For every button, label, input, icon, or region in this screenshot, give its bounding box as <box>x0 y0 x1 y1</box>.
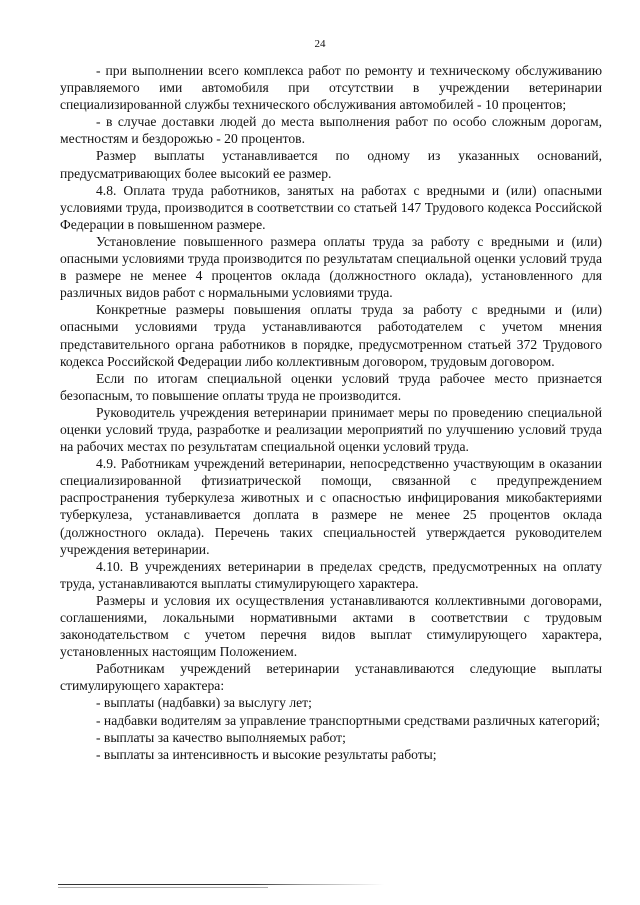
list-item-intensity: - выплаты за интенсивность и высокие результаты работы; <box>96 746 437 762</box>
paragraph-difficult-roads: - в случае доставки людей до места выполнения работ по особо сложным дорогам, местностям и бездорожью - 20 процентов. <box>60 114 602 147</box>
document-body <box>60 62 602 763</box>
list-item-seniority: - выплаты (надбавки) за выслугу лет; <box>96 695 312 711</box>
paragraph-section-4-10: 4.10. В учреждениях ветеринарии в пределах средств, предусмотренных на оплату труда, устанавливаются выплаты стимулирующего характера. <box>60 558 602 591</box>
paragraph-sizes-conditions: Размеры и условия их осуществления устанавливаются коллективными договорами, соглашениями, локальными нормативными актами в соответствии с трудовым законодательством с учетом перечня видов выплат стимулирующего характера, установленных настоящим Положением. <box>60 592 602 660</box>
list-item-driver-allowance: - надбавки водителям за управление транспортными средствами различных категорий; <box>96 712 601 728</box>
paragraph-increased-pay: Установление повышенного размера оплаты труда за работу с вредными и (или) опасными условиями труда производится по результатам специальной оценки условий труда в размере не менее 4 процентов оклада (должностного оклада), установленного для различных видов работ с нормальными условиями труда. <box>60 233 602 301</box>
paragraph-section-4-9: 4.9. Работникам учреждений ветеринарии, непосредственно участвующим в оказании специализированной фтизиатрической помощи, связанной с предупреждением распространения туберкулеза животных и с опасностью инфицирования микобактериями туберкулеза, устанавливается доплата в размере не менее 25 процентов оклада (должностного оклада). Перечень таких специальностей утверждается руководителем учреждения ветеринарии. <box>60 456 602 557</box>
paragraph-incentive-intro: Работникам учреждений ветеринарии устанавливаются следующие выплаты стимулирующего характера: <box>60 661 602 694</box>
paragraph-specific-increase: Конкретные размеры повышения оплаты труда за работу с вредными и (или) опасными условиями труда устанавливаются работодателем с учетом мнения представительного органа работников в порядке, предусмотренном статьей 372 Трудового кодекса Российской Федерации либо коллективным договором, трудовым договором. <box>60 302 602 369</box>
footer-divider-faint <box>58 887 268 888</box>
paragraph-head-measures: Руководитель учреждения ветеринарии принимает меры по проведению специальной оценки условий труда, разработке и реализации мероприятий по улучшению условий труда на рабочих местах по результатам специальной оценки условий труда. <box>60 404 602 455</box>
footer-divider <box>58 884 384 885</box>
list-item-quality: - выплаты за качество выполняемых работ; <box>96 729 346 745</box>
paragraph-section-4-8: 4.8. Оплата труда работников, занятых на работах с вредными и (или) опасными условиями труда, производится в соответствии со статьей 147 Трудового кодекса Российской Федерации в повышенном размере. <box>60 182 602 232</box>
paragraph-payment-size: Размер выплаты устанавливается по одному из указанных оснований, предусматривающих более высокий ее размер. <box>60 148 602 181</box>
paragraph-safe-workplace: Если по итогам специальной оценки условий труда рабочее место признается безопасным, то повышение оплаты труда не производится. <box>60 370 602 403</box>
page-number: 24 <box>314 38 326 50</box>
paragraph-repair-maintenance: - при выполнении всего комплекса работ по ремонту и техническому обслуживанию управляемого ими автомобиля при отсутствии в учреждении ветеринарии специализированной службы технического обслуживания автомобилей - 10 процентов; <box>60 63 602 113</box>
